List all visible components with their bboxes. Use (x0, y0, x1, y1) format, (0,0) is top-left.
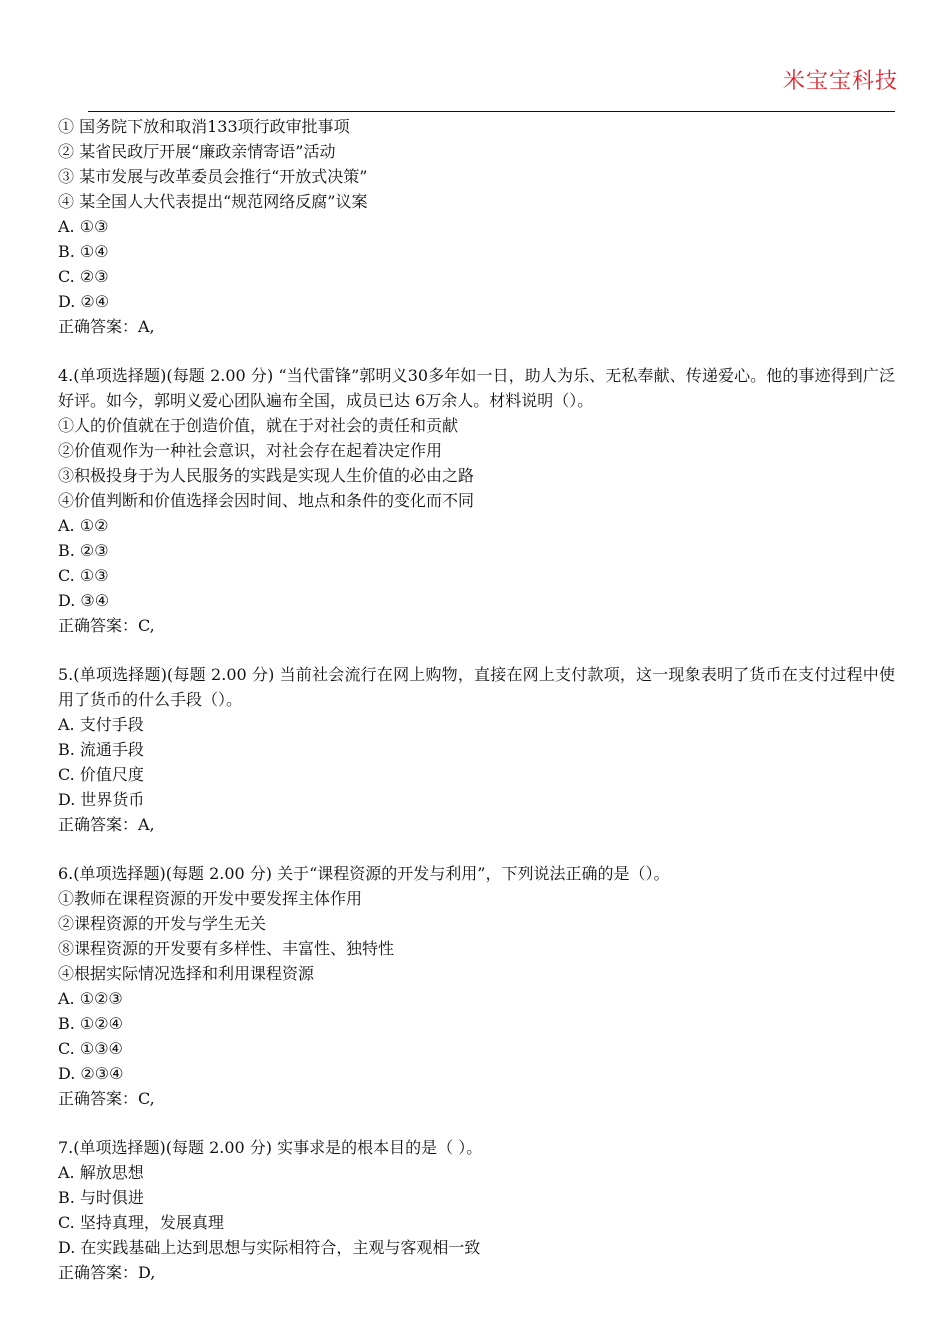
statement: ④根据实际情况选择和利用课程资源 (58, 964, 315, 983)
option: A. 支付手段 (58, 715, 144, 734)
question-7 (58, 1135, 895, 1285)
option: B. ①④ (58, 242, 109, 261)
question-stem: 6.(单项选择题)(每题 2.00 分) 关于“课程资源的开发与利用”，下列说法正确的是（）。 (58, 864, 670, 883)
option: B. ②③ (58, 541, 109, 560)
spacer (58, 1111, 895, 1135)
statement: ③ 某市发展与改革委员会推行“开放式决策” (58, 167, 368, 186)
brand-logo-text: 米宝宝科技 (782, 69, 898, 94)
question-6 (58, 861, 895, 1111)
correct-answer: 正确答案：C, (58, 616, 155, 635)
option: C. 坚持真理，发展真理 (58, 1213, 224, 1232)
spacer (58, 339, 895, 363)
option: D. ②④ (58, 292, 110, 311)
statement: ② 某省民政厅开展“廉政亲情寄语”活动 (58, 142, 336, 161)
statement: ⑧课程资源的开发要有多样性、丰富性、独特性 (58, 939, 395, 958)
question-list (58, 114, 895, 1285)
header-divider (88, 111, 895, 112)
spacer (58, 837, 895, 861)
question-stem: 7.(单项选择题)(每题 2.00 分) 实事求是的根本目的是（ ）。 (58, 1138, 483, 1157)
statement: ①教师在课程资源的开发中要发挥主体作用 (58, 889, 363, 908)
correct-answer: 正确答案：D, (58, 1263, 156, 1282)
statement: ②课程资源的开发与学生无关 (58, 914, 267, 933)
option: D. 在实践基础上达到思想与实际相符合，主观与客观相一致 (58, 1238, 481, 1257)
statement: ②价值观作为一种社会意识，对社会存在起着决定作用 (58, 441, 443, 460)
statement: ④ 某全国人大代表提出“规范网络反腐”议案 (58, 192, 368, 211)
option: A. 解放思想 (58, 1163, 144, 1182)
statement: ① 国务院下放和取消133项行政审批事项 (58, 117, 350, 136)
correct-answer: 正确答案：C, (58, 1089, 155, 1108)
option: C. ②③ (58, 267, 109, 286)
statement: ③积极投身于为人民服务的实践是实现人生价值的必由之路 (58, 466, 475, 485)
question-5 (58, 662, 895, 837)
option: D. ②③④ (58, 1064, 124, 1083)
correct-answer: 正确答案：A, (58, 815, 155, 834)
spacer (58, 638, 895, 662)
question-4 (58, 363, 895, 638)
option: A. ①② (58, 516, 109, 535)
option: B. 与时俱进 (58, 1188, 144, 1207)
option: D. 世界货币 (58, 790, 145, 809)
option: D. ③④ (58, 591, 110, 610)
statement: ④价值判断和价值选择会因时间、地点和条件的变化而不同 (58, 491, 475, 510)
statement: ①人的价值就在于创造价值，就在于对社会的责任和贡献 (58, 416, 459, 435)
option: A. ①②③ (58, 989, 123, 1008)
correct-answer: 正确答案：A, (58, 317, 155, 336)
question-3-continued (58, 114, 895, 339)
question-stem: 4.(单项选择题)(每题 2.00 分) “当代雷锋”郭明义30多年如一日，助人为乐、无私奉献、传递爱心。他的事迹得到广泛好评。如今，郭明义爱心团队遍布全国，成员已达 6万余人。材料说明（）。 (58, 366, 895, 410)
option: C. 价值尺度 (58, 765, 144, 784)
option: C. ①③④ (58, 1039, 123, 1058)
option: A. ①③ (58, 217, 109, 236)
question-stem: 5.(单项选择题)(每题 2.00 分) 当前社会流行在网上购物，直接在网上支付款项，这一现象表明了货币在支付过程中使用了货币的什么手段（）。 (58, 665, 895, 709)
option: B. ①②④ (58, 1014, 123, 1033)
option: B. 流通手段 (58, 740, 144, 759)
option: C. ①③ (58, 566, 109, 585)
